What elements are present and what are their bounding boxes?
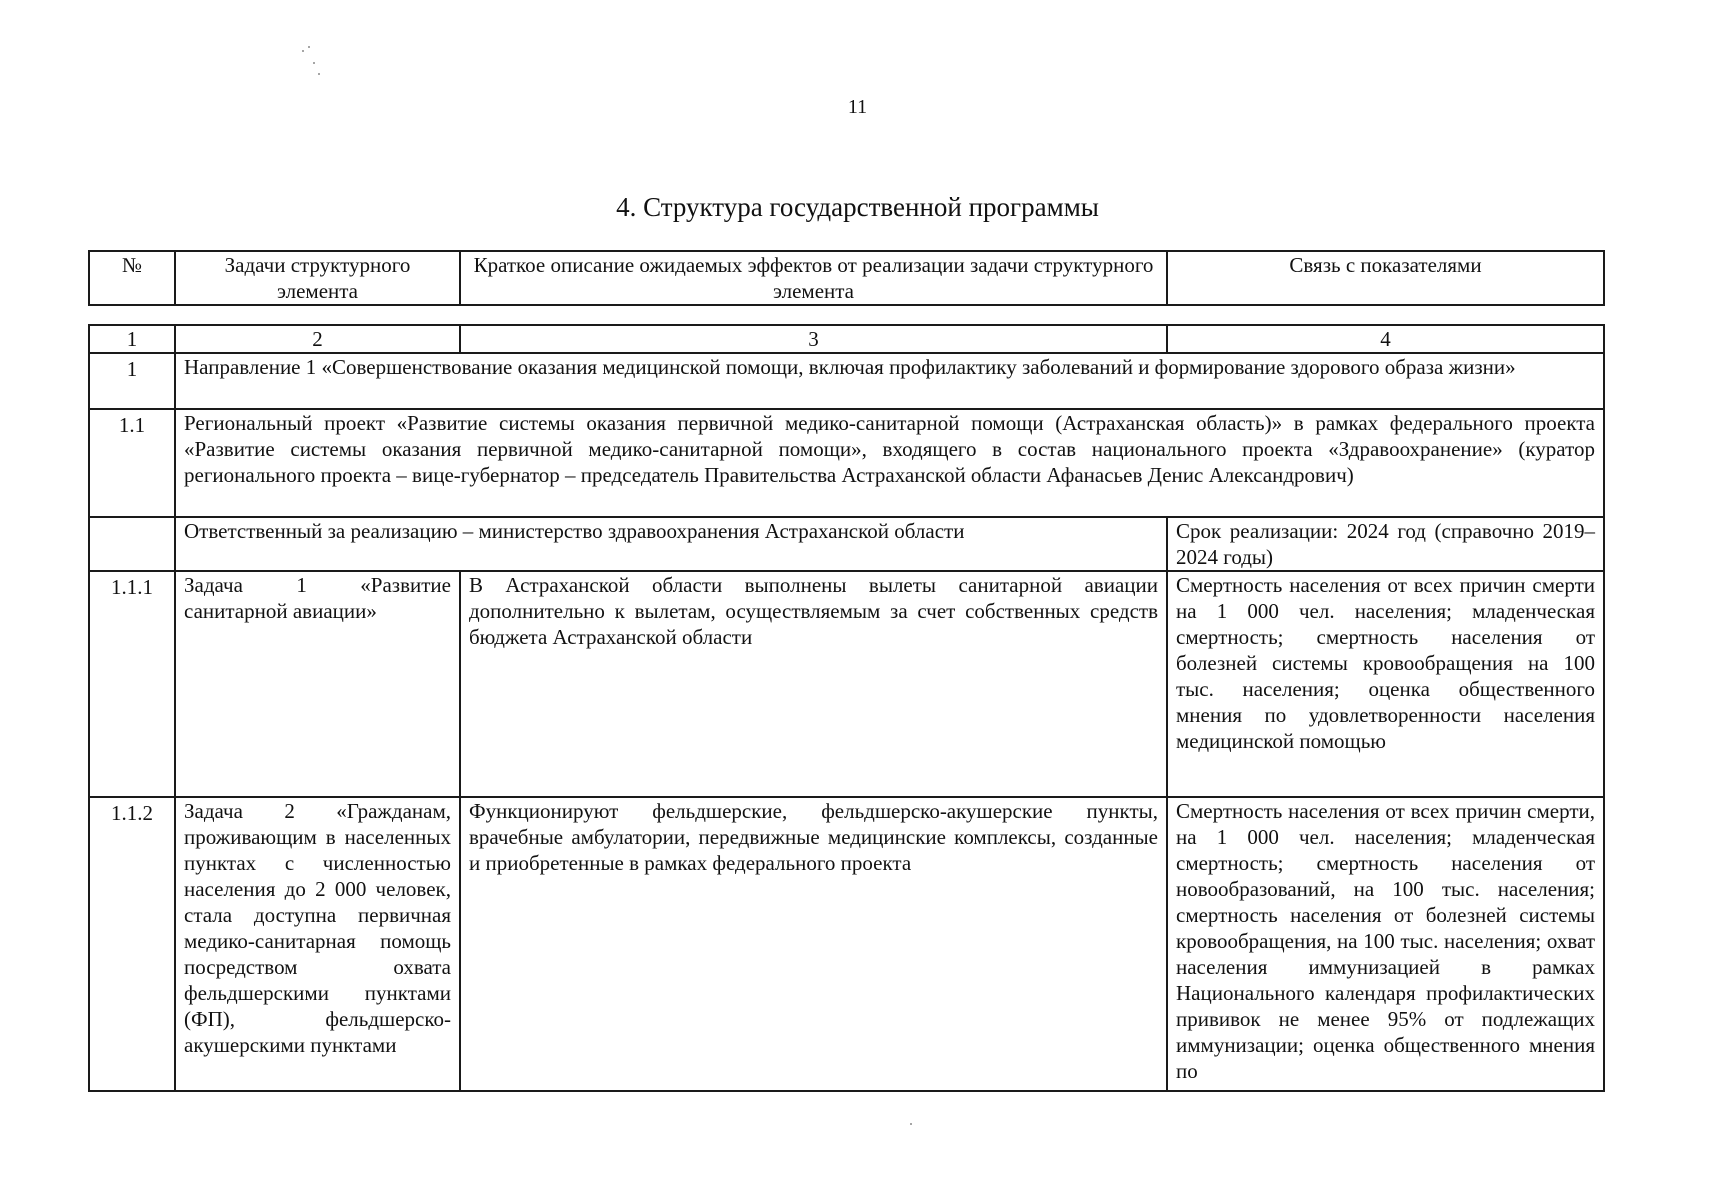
- column-header-table: [88, 250, 1605, 306]
- header-number: №: [89, 251, 175, 305]
- header-tasks: Задачи структурного элемента: [175, 251, 460, 305]
- task-title: Задача 1 «Развитие санитарной авиации»: [175, 571, 460, 797]
- direction-row: [89, 353, 1604, 409]
- column-number: 4: [1167, 325, 1604, 353]
- responsible-row: [89, 517, 1604, 571]
- section-heading: 4. Структура государственной программы: [616, 192, 1099, 222]
- project-text: Региональный проект «Развитие системы оказания первичной медико-санитарной помощи (Астраханская область)» в рамках федерального проекта «Развитие системы оказания первичной медико-санитарной помощи», входящего в состав национального проекта «Здравоохранение» (куратор регионального проекта – вице-губернатор – председатель Правительства Астраханской области Афанасьев Денис Александрович): [175, 409, 1604, 517]
- header-indicators: Связь с показателями: [1167, 251, 1604, 305]
- task-title: Задача 2 «Гражданам, проживающим в населенных пунктах с численностью населения до 2 000 человек, стала доступна первичная медико-санитарная помощь посредством охвата фельдшерскими пунктами (ФП), фельдшерско-акушерскими пунктами: [175, 797, 460, 1091]
- column-number: 3: [460, 325, 1167, 353]
- direction-text: Направление 1 «Совершенствование оказания медицинской помощи, включая профилактику заболеваний и формирование здорового образа жизни»: [175, 353, 1604, 409]
- table-row: [89, 797, 1604, 1091]
- project-row: [89, 409, 1604, 517]
- program-structure-table: [88, 324, 1605, 1092]
- implementation-term: Срок реализации: 2024 год (справочно 2019–2024 годы): [1167, 517, 1604, 571]
- task-number: 1.1.2: [89, 797, 175, 1091]
- task-number: 1.1.1: [89, 571, 175, 797]
- task-effect: В Астраханской области выполнены вылеты санитарной авиации дополнительно к вылетам, осуществляемым за счет собственных средств бюджета Астраханской области: [460, 571, 1167, 797]
- project-number: 1.1: [89, 409, 175, 517]
- responsible-empty-cell: [89, 517, 175, 571]
- table-row: [89, 571, 1604, 797]
- column-number-row: [89, 325, 1604, 353]
- column-number: 2: [175, 325, 460, 353]
- header-row: [89, 251, 1604, 305]
- column-number: 1: [89, 325, 175, 353]
- task-effect: Функционируют фельдшерские, фельдшерско-акушерские пункты, врачебные амбулатории, передвижные медицинские комплексы, созданные и приобретенные в рамках федерального проекта: [460, 797, 1167, 1091]
- page-number: 11: [847, 96, 868, 118]
- task-indicators: Смертность населения от всех причин смерти на 1 000 чел. населения; младенческая смертность; смертность населения от болезней системы кровообращения на 100 тыс. населения; оценка общественного мнения по удовлетворенности населения медицинской помощью: [1167, 571, 1604, 797]
- direction-number: 1: [89, 353, 175, 409]
- header-effects: Краткое описание ожидаемых эффектов от реализации задачи структурного элемента: [460, 251, 1167, 305]
- responsible-text: Ответственный за реализацию – министерство здравоохранения Астраханской области: [175, 517, 1167, 571]
- task-indicators: Смертность населения от всех причин смерти, на 1 000 чел. населения; младенческая смертность; смертность населения от новообразований, на 100 тыс. населения; смертность населения от болезней системы кровообращения, на 100 тыс. населения; охват населения иммунизацией в рамках Национального календаря профилактических прививок не менее 95% от подлежащих иммунизации; оценка общественного мнения по: [1167, 797, 1604, 1091]
